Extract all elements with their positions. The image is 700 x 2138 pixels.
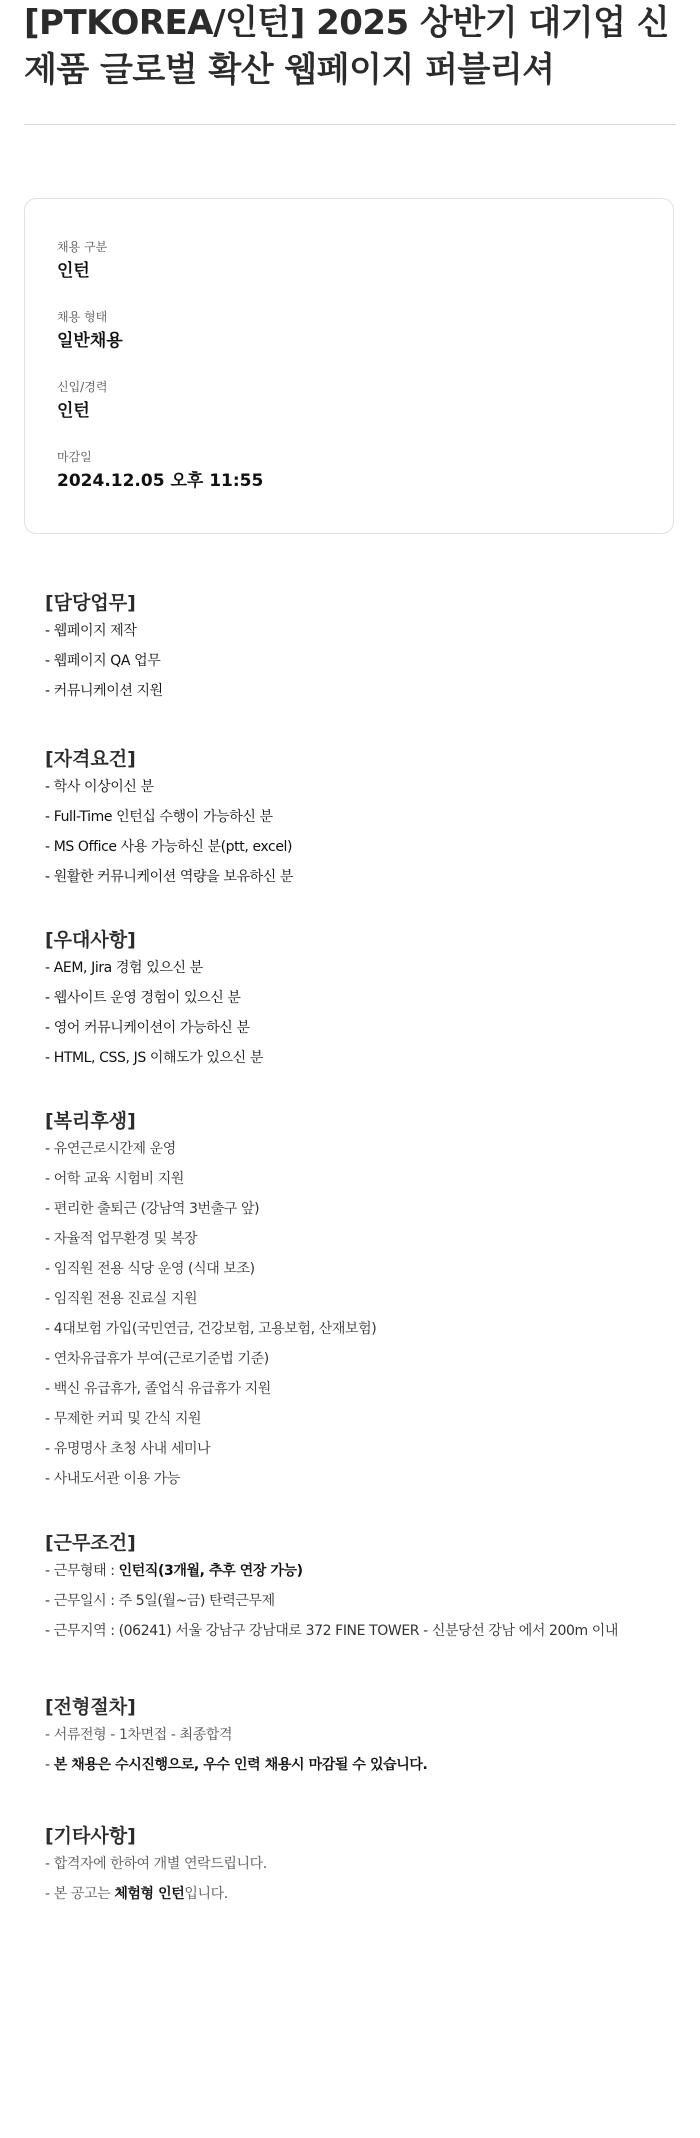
list-item: - 어학 교육 시험비 지원 <box>45 1171 184 1187</box>
process-steps: - 서류전형 - 1차면접 - 최종합격 <box>45 1727 233 1743</box>
info-label: 마감일 <box>57 450 92 464</box>
etc-line-intern-type <box>45 1879 665 1909</box>
etc-suffix: 입니다. <box>184 1886 228 1902</box>
info-row-type <box>57 309 123 352</box>
list-item: - 자율적 업무환경 및 복장 <box>45 1231 198 1247</box>
work-type-value: 인턴직(3개월, 추후 연장 가능) <box>118 1563 303 1579</box>
list-item: - 임직원 전용 진료실 지원 <box>45 1291 198 1307</box>
section-qualifications <box>45 746 665 892</box>
section-title: [복리후생] <box>45 1110 136 1132</box>
list-item: - 영어 커뮤니케이션이 가능하신 분 <box>45 1020 250 1036</box>
work-type-line <box>45 1556 665 1586</box>
section-title: [기타사항] <box>45 1825 136 1847</box>
job-info-card <box>24 198 674 534</box>
info-value: 일반채용 <box>57 331 123 351</box>
list-item: - 웹사이트 운영 경험이 있으신 분 <box>45 990 241 1006</box>
list-item: - 커뮤니케이션 지원 <box>45 683 163 699</box>
list-item: - 원활한 커뮤니케이션 역량을 보유하신 분 <box>45 869 294 885</box>
work-location-line: - 근무지역 : (06241) 서울 강남구 강남대로 372 FINE TOWER - 신분당선 강남 에서 200m 이내 <box>45 1623 619 1639</box>
work-type-label: - 근무형태 : <box>45 1563 119 1579</box>
section-preferred <box>45 927 665 1073</box>
etc-prefix: - 본 공고는 <box>45 1886 115 1902</box>
list-item: - 유명명사 초청 사내 세미나 <box>45 1441 211 1457</box>
info-value: 2024.12.05 오후 11:55 <box>57 471 264 491</box>
section-title: [전형절차] <box>45 1696 136 1718</box>
info-row-deadline <box>57 449 263 492</box>
section-benefits <box>45 1108 665 1494</box>
list-item: - 무제한 커피 및 간식 지원 <box>45 1411 202 1427</box>
info-value: 인턴 <box>57 261 90 281</box>
info-label: 신입/경력 <box>57 380 108 394</box>
list-item: - 백신 유급휴가, 졸업식 유급휴가 지원 <box>45 1381 271 1397</box>
process-note <box>45 1750 665 1780</box>
section-conditions <box>45 1530 665 1646</box>
section-title: [담당업무] <box>45 592 136 614</box>
list-item: - 연차유급휴가 부여(근로기준법 기준) <box>45 1351 269 1367</box>
info-row-category <box>57 239 107 282</box>
info-row-career <box>57 379 107 422</box>
section-process <box>45 1694 665 1780</box>
section-duties <box>45 590 665 706</box>
info-label: 채용 형태 <box>57 310 108 324</box>
section-title: [우대사항] <box>45 929 136 951</box>
list-item: - 유연근로시간제 운영 <box>45 1141 176 1157</box>
section-title: [자격요건] <box>45 748 136 770</box>
list-item: - Full-Time 인턴십 수행이 가능하신 분 <box>45 809 273 825</box>
etc-bold: 체험형 인턴 <box>114 1886 185 1902</box>
process-note-text: 본 채용은 수시진행으로, 우수 인력 채용시 마감될 수 있습니다. <box>53 1757 428 1773</box>
list-item: - 웹페이지 제작 <box>45 623 137 639</box>
work-schedule-line: - 근무일시 : 주 5일(월~금) 탄력근무제 <box>45 1593 275 1609</box>
list-item: - 4대보험 가입(국민연금, 건강보험, 고용보험, 산재보험) <box>45 1321 377 1337</box>
etc-line-contact: - 합격자에 한하여 개별 연락드립니다. <box>45 1856 267 1872</box>
list-item: - HTML, CSS, JS 이해도가 있으신 분 <box>45 1050 263 1066</box>
page-title: [PTKOREA/인턴] 2025 상반기 대기업 신제품 글로벌 확산 웹페이지 퍼블리셔 <box>24 3 670 90</box>
list-item: - AEM, Jira 경험 있으신 분 <box>45 960 203 976</box>
process-note-dash: - <box>45 1757 54 1773</box>
list-item: - 임직원 전용 식당 운영 (식대 보조) <box>45 1261 255 1277</box>
title-divider <box>24 124 676 125</box>
section-etc <box>45 1823 665 1909</box>
list-item: - 사내도서관 이용 가능 <box>45 1471 180 1487</box>
list-item: - MS Office 사용 가능하신 분(ptt, excel) <box>45 839 293 855</box>
info-label: 채용 구분 <box>57 240 108 254</box>
list-item: - 학사 이상이신 분 <box>45 779 154 795</box>
list-item: - 편리한 출퇴근 (강남역 3번출구 앞) <box>45 1201 260 1217</box>
section-title: [근무조건] <box>45 1532 136 1554</box>
list-item: - 웹페이지 QA 업무 <box>45 653 161 669</box>
info-value: 인턴 <box>57 401 90 421</box>
